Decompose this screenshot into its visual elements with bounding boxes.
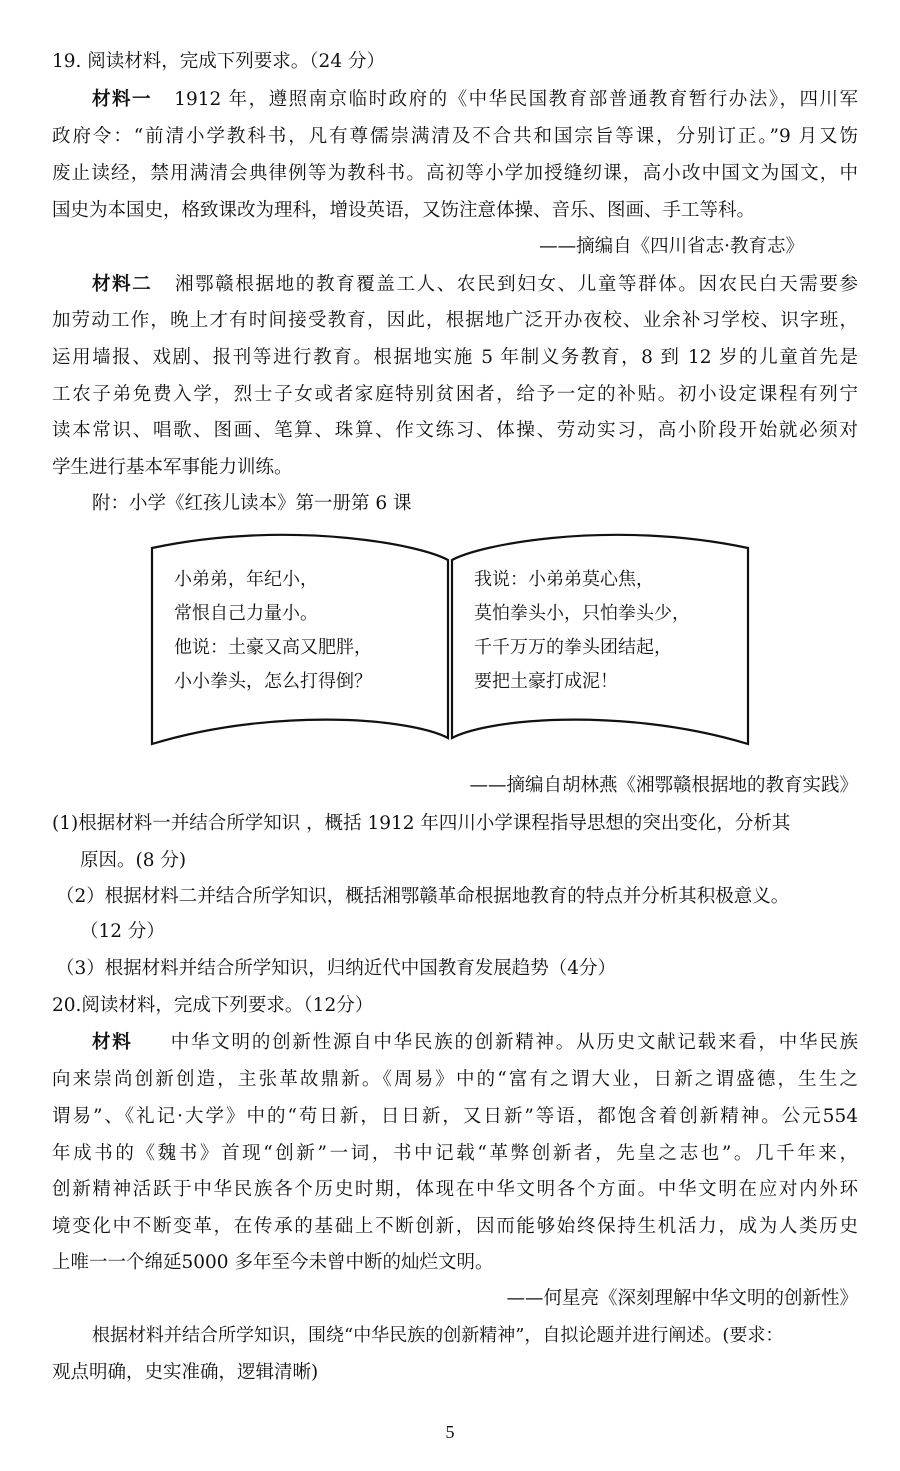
material1-label: 材料一 — [92, 89, 153, 110]
book-left-line2: 常恨自己力量小。 — [174, 603, 318, 624]
q19-material2-line4: 工农子弟免费入学，烈士子女或者家庭特别贫困者，给予一定的补贴。初小设定课程有列宁 — [52, 384, 858, 405]
q20-material-label: 材料 — [92, 1032, 133, 1053]
q19-appendix: 附：小学《红孩儿读本》第一册第 6 课 — [92, 493, 412, 514]
q20-task: 根据材料并结合所学知识，围绕“中华民族的创新精神”，自拟论题并进行阐述。(要求： — [92, 1325, 784, 1346]
q19-subquestion-2-cont: （12 分） — [80, 921, 165, 942]
q20-material-line1: 材料 中华文明的创新性源自中华民族的创新精神。从历史文献记载来看，中华民族 — [92, 1032, 858, 1053]
q20-material-line7: 上唯一一个绵延5000 多年至今未曾中断的灿烂文明。 — [52, 1252, 494, 1273]
q20-task-cont: 观点明确，史实准确，逻辑清晰) — [52, 1362, 319, 1383]
q20-material-line5: 创新精神活跃于中华民族各个历史时期，体现在中华文明各个方面。中华文明在应对内外环 — [52, 1179, 858, 1200]
q19-material2-line3: 运用墙报、戏剧、报刊等进行教育。根据地实施 5 年制义务教育，8 到 12 岁的儿童首先是 — [52, 347, 858, 368]
q19-header: 19. 阅读材料，完成下列要求。（24 分） — [52, 51, 385, 72]
book-left-line1: 小弟弟，年纪小， — [174, 569, 318, 590]
q20-header: 20.阅读材料，完成下列要求。（12分） — [52, 995, 374, 1016]
q19-material1-line1: 材料一 1912 年，遵照南京临时政府的《中华民国教育部普通教育暂行办法》，四川军 — [92, 89, 858, 110]
book-right-line3: 千千万万的拳头团结起， — [474, 637, 672, 658]
q19-material2-line2: 加劳动工作，晚上才有时间接受教育，因此，根据地广泛开办夜校、业余补习学校、识字班， — [52, 310, 858, 331]
q19-material2-line6: 学生进行基本军事能力训练。 — [52, 457, 293, 478]
material2-label: 材料二 — [92, 274, 153, 295]
q20-material-line6: 境变化中不断变革，在传承的基础上不断创新，因而能够始终保持生机活力，成为人类历史 — [52, 1216, 858, 1237]
q20-material-source: ——何星亮《深刻理解中华文明的创新性》 — [506, 1288, 858, 1309]
book-right-line2: 莫怕拳头小，只怕拳头少， — [474, 603, 690, 624]
q20-material-line2: 向来崇尚创新创造，主张革故鼎新。《周易》中的“富有之谓大业，日新之谓盛德，生生之 — [52, 1069, 858, 1090]
q19-subquestion-2: （2）根据材料二并结合所学知识，概括湘鄂赣革命根据地教育的特点并分析其积极意义。 — [56, 886, 790, 907]
open-book-illustration — [148, 530, 752, 748]
q19-subquestion-3: （3）根据材料并结合所学知识，归纳近代中国教育发展趋势（4分） — [56, 958, 617, 979]
book-left-line3: 他说：土豪又高又肥胖， — [174, 637, 372, 658]
q20-material-line4: 年成书的《魏书》首现“创新”一词，书中记载“革弊创新者，先皇之志也”。几千年来， — [52, 1143, 858, 1164]
q19-material1-line2: 政府令：“前清小学教科书，凡有尊儒崇满清及不合共和国宗旨等课，分别订正。”9 月又饬 — [52, 126, 858, 147]
page-number: 5 — [445, 1422, 455, 1442]
book-right-line1: 我说：小弟弟莫心焦， — [474, 569, 654, 590]
q19-material1-line3: 废止读经，禁用满清会典律例等为教科书。高初等小学加授缝纫课，高小改中国文为国文，中 — [52, 163, 858, 184]
q19-material1-source: ——摘编自《四川省志·教育志》 — [539, 236, 804, 257]
q20-material-line3: 谓易”、《礼记·大学》中的“苟日新，日日新，又日新”等语，都饱含着创新精神。公元554 — [52, 1106, 858, 1127]
book-left-line4: 小小拳头，怎么打得倒？ — [174, 671, 372, 692]
q19-material2-source: ——摘编自胡林燕《湘鄂赣根据地的教育实践》 — [469, 775, 858, 796]
q19-subquestion-1: (1)根据材料一并结合所学知识 ，概括 1912 年四川小学课程指导思想的突出变化，分析其 — [52, 813, 791, 834]
book-right-line4: 要把土豪打成泥！ — [474, 671, 618, 692]
q19-subquestion-1-cont: 原因。(8 分) — [80, 850, 187, 871]
q19-material2-line1: 材料二 湘鄂赣根据地的教育覆盖工人、农民到妇女、儿童等群体。因农民白天需要参 — [92, 274, 858, 295]
q19-material1-line4: 国史为本国史，格致课改为理科，增设英语，又饬注意体操、音乐、图画、手工等科。 — [52, 200, 756, 221]
q19-material2-line5: 读本常识、唱歌、图画、笔算、珠算、作文练习、体操、劳动实习，高小阶段开始就必须对 — [52, 420, 858, 441]
